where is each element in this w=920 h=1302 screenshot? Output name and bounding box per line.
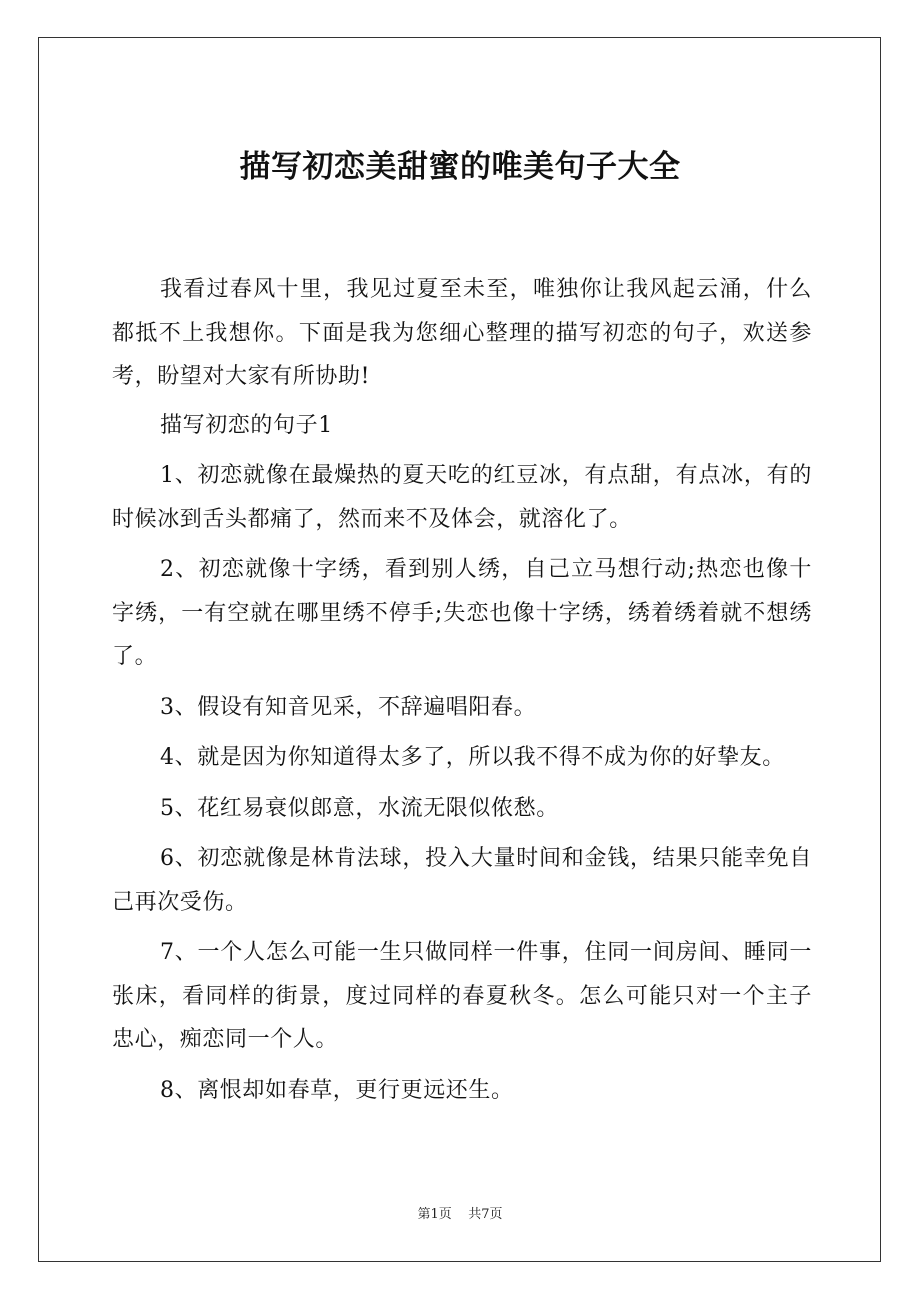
sentence-item-6: 6、初恋就像是林肯法球，投入大量时间和金钱，结果只能幸免自己再次受伤。 [112, 846, 812, 915]
page-number: 第1页 [417, 1207, 452, 1222]
document-title: 描写初恋美甜蜜的唯美句子大全 [239, 149, 681, 185]
page-footer [0, 1205, 920, 1225]
sentence-item-8: 8、离恨却如春草，更行更远还生。 [160, 1077, 514, 1103]
intro-paragraph: 我看过春风十里，我见过夏至未至，唯独你让我风起云涌，什么都抵不上我想你。下面是我为您细心整理的描写初恋的句子，欢送参考，盼望对大家有所协助! [112, 277, 812, 389]
page-total: 共7页 [468, 1207, 503, 1222]
sentence-item-2: 2、初恋就像十字绣，看到别人绣，自己立马想行动;热恋也像十字绣，一有空就在哪里绣不停手;失恋也像十字绣，绣着绣着就不想绣了。 [112, 557, 812, 669]
sentence-item-4: 4、就是因为你知道得太多了，所以我不得不成为你的好挚友。 [160, 745, 785, 770]
section-heading: 描写初恋的句子1 [160, 412, 333, 438]
sentence-item-1: 1、初恋就像在最燥热的夏天吃的红豆冰，有点甜，有点冰，有的时候冰到舌头都痛了，然而来不及体会，就溶化了。 [112, 463, 812, 532]
sentence-item-3: 3、假设有知音见采，不辞遍唱阳春。 [160, 694, 537, 720]
sentence-item-7: 7、一个人怎么可能一生只做同样一件事，住同一间房间、睡同一张床，看同样的街景，度过同样的春夏秋冬。怎么可能只对一个主子忠心，痴恋同一个人。 [112, 940, 812, 1052]
document-body [112, 268, 812, 1119]
sentence-item-5: 5、花红易衰似郎意，水流无限似侬愁。 [160, 795, 559, 821]
